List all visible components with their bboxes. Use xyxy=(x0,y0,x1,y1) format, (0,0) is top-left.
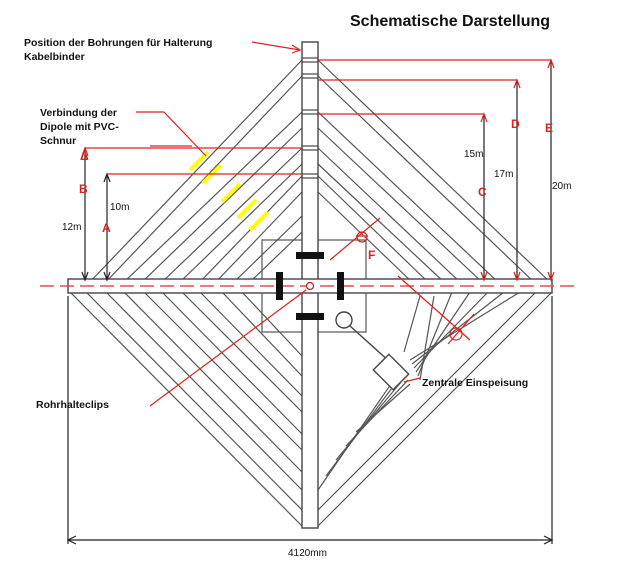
dim-letter-d: D xyxy=(511,117,520,131)
dim-letter-c: C xyxy=(478,185,487,199)
center-hub xyxy=(307,283,314,290)
label-verbindung-line3: Schnur xyxy=(40,135,77,147)
label-verbindung-line1: Verbindung der xyxy=(40,107,118,119)
diagram-title: Schematische Darstellung xyxy=(350,13,551,30)
dim-value-width: 4120mm xyxy=(288,548,327,559)
dim-value-20m: 20m xyxy=(552,181,572,192)
dim-value-10m: 10m xyxy=(110,202,130,213)
dim-letter-b: B xyxy=(79,182,88,196)
dim-value-15m: 15m xyxy=(464,149,484,160)
dim-letter-a: A xyxy=(102,221,111,235)
dim-value-12m: 12m xyxy=(62,222,82,233)
dim-value-17m: 17m xyxy=(494,169,514,180)
label-bohrungen-line1: Position der Bohrungen für Halterung xyxy=(24,37,213,49)
dim-letter-e: E xyxy=(545,121,554,135)
dim-letter-f: F xyxy=(368,248,376,262)
dim-delta: Δ xyxy=(80,149,89,163)
label-bohrungen-line2: Kabelbinder xyxy=(24,51,85,63)
label-zentrale-einspeisung: Zentrale Einspeisung xyxy=(422,377,529,389)
feed-point xyxy=(336,312,409,390)
label-rohrhalteclips: Rohrhalteclips xyxy=(36,399,109,411)
label-verbindung-line2: Dipole mit PVC- xyxy=(40,121,119,133)
